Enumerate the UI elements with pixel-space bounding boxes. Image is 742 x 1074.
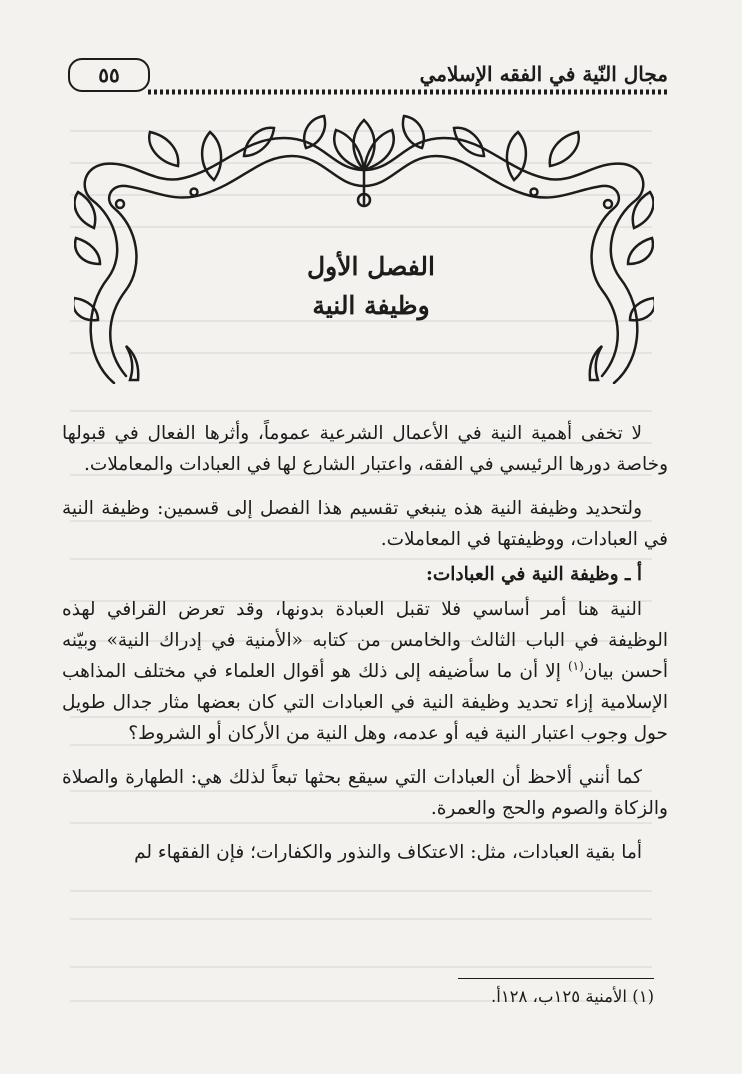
page-header bbox=[62, 56, 668, 98]
section-heading: أ ـ وظيفة النية في العبادات: bbox=[426, 564, 642, 585]
page-number: ٥٥ bbox=[68, 58, 150, 92]
body-text bbox=[62, 418, 668, 881]
floral-frame-ornament bbox=[74, 108, 654, 384]
paragraph-division: ولتحديد وظيفة النية هذه ينبغي تقسيم هذا الفصل إلى قسمين: وظيفة النية في العبادات، ووظيفتها في المعاملات. bbox=[62, 498, 668, 550]
footnote-divider bbox=[458, 978, 654, 979]
dotted-header-rule bbox=[148, 88, 668, 96]
paragraph-remaining-worship: أما بقية العبادات، مثل: الاعتكاف والنذور والكفارات؛ فإن الفقهاء لم bbox=[134, 842, 642, 863]
footnote-reference: (١) bbox=[567, 658, 584, 673]
running-title: مجال النّية في الفقه الإسلامي bbox=[419, 62, 668, 86]
paragraph-qarafi bbox=[62, 594, 668, 749]
paragraph-intro: لا تخفى أهمية النية في الأعمال الشرعية عموماً، وأثرها الفعال في قبولها وخاصة دورها الرئيسي في الفقه، واعتبار الشارع لها في العبادات والمعاملات. bbox=[62, 423, 668, 475]
paragraph-qarafi-part1: النية هنا أمر أساسي فلا تقبل العبادة بدونها، وقد تعرض القرافي لهذه الوظيفة في الباب الثالث والخامس من كتابه «الأمنية في إدراك النية» وبيّنه أحسن بيان bbox=[62, 599, 669, 682]
paragraph-worship-list: كما أنني ألاحظ أن العبادات التي سيقع بحثها تبعاً لذلك هي: الطهارة والصلاة والزكاة والصوم والحج والعمرة. bbox=[62, 767, 668, 819]
chapter-title: الفصل الأول bbox=[307, 252, 435, 281]
footnote: (١) الأمنية ١٢٥ب، ١٢٨أ. bbox=[490, 987, 654, 1006]
paragraph-qarafi-part2: إلا أن ما سأضيفه إلى ذلك هو أقوال العلماء في مختلف المذاهب الإسلامية إزاء تحديد وظيفة النية في العبادات التي كان بعضها مثار جدال طويل حول وجوب اعتبار النية فيه أو عدمه، وهل النية من الأركان أو الشروط؟ bbox=[62, 661, 668, 744]
chapter-subtitle: وظيفة النية bbox=[312, 291, 430, 320]
